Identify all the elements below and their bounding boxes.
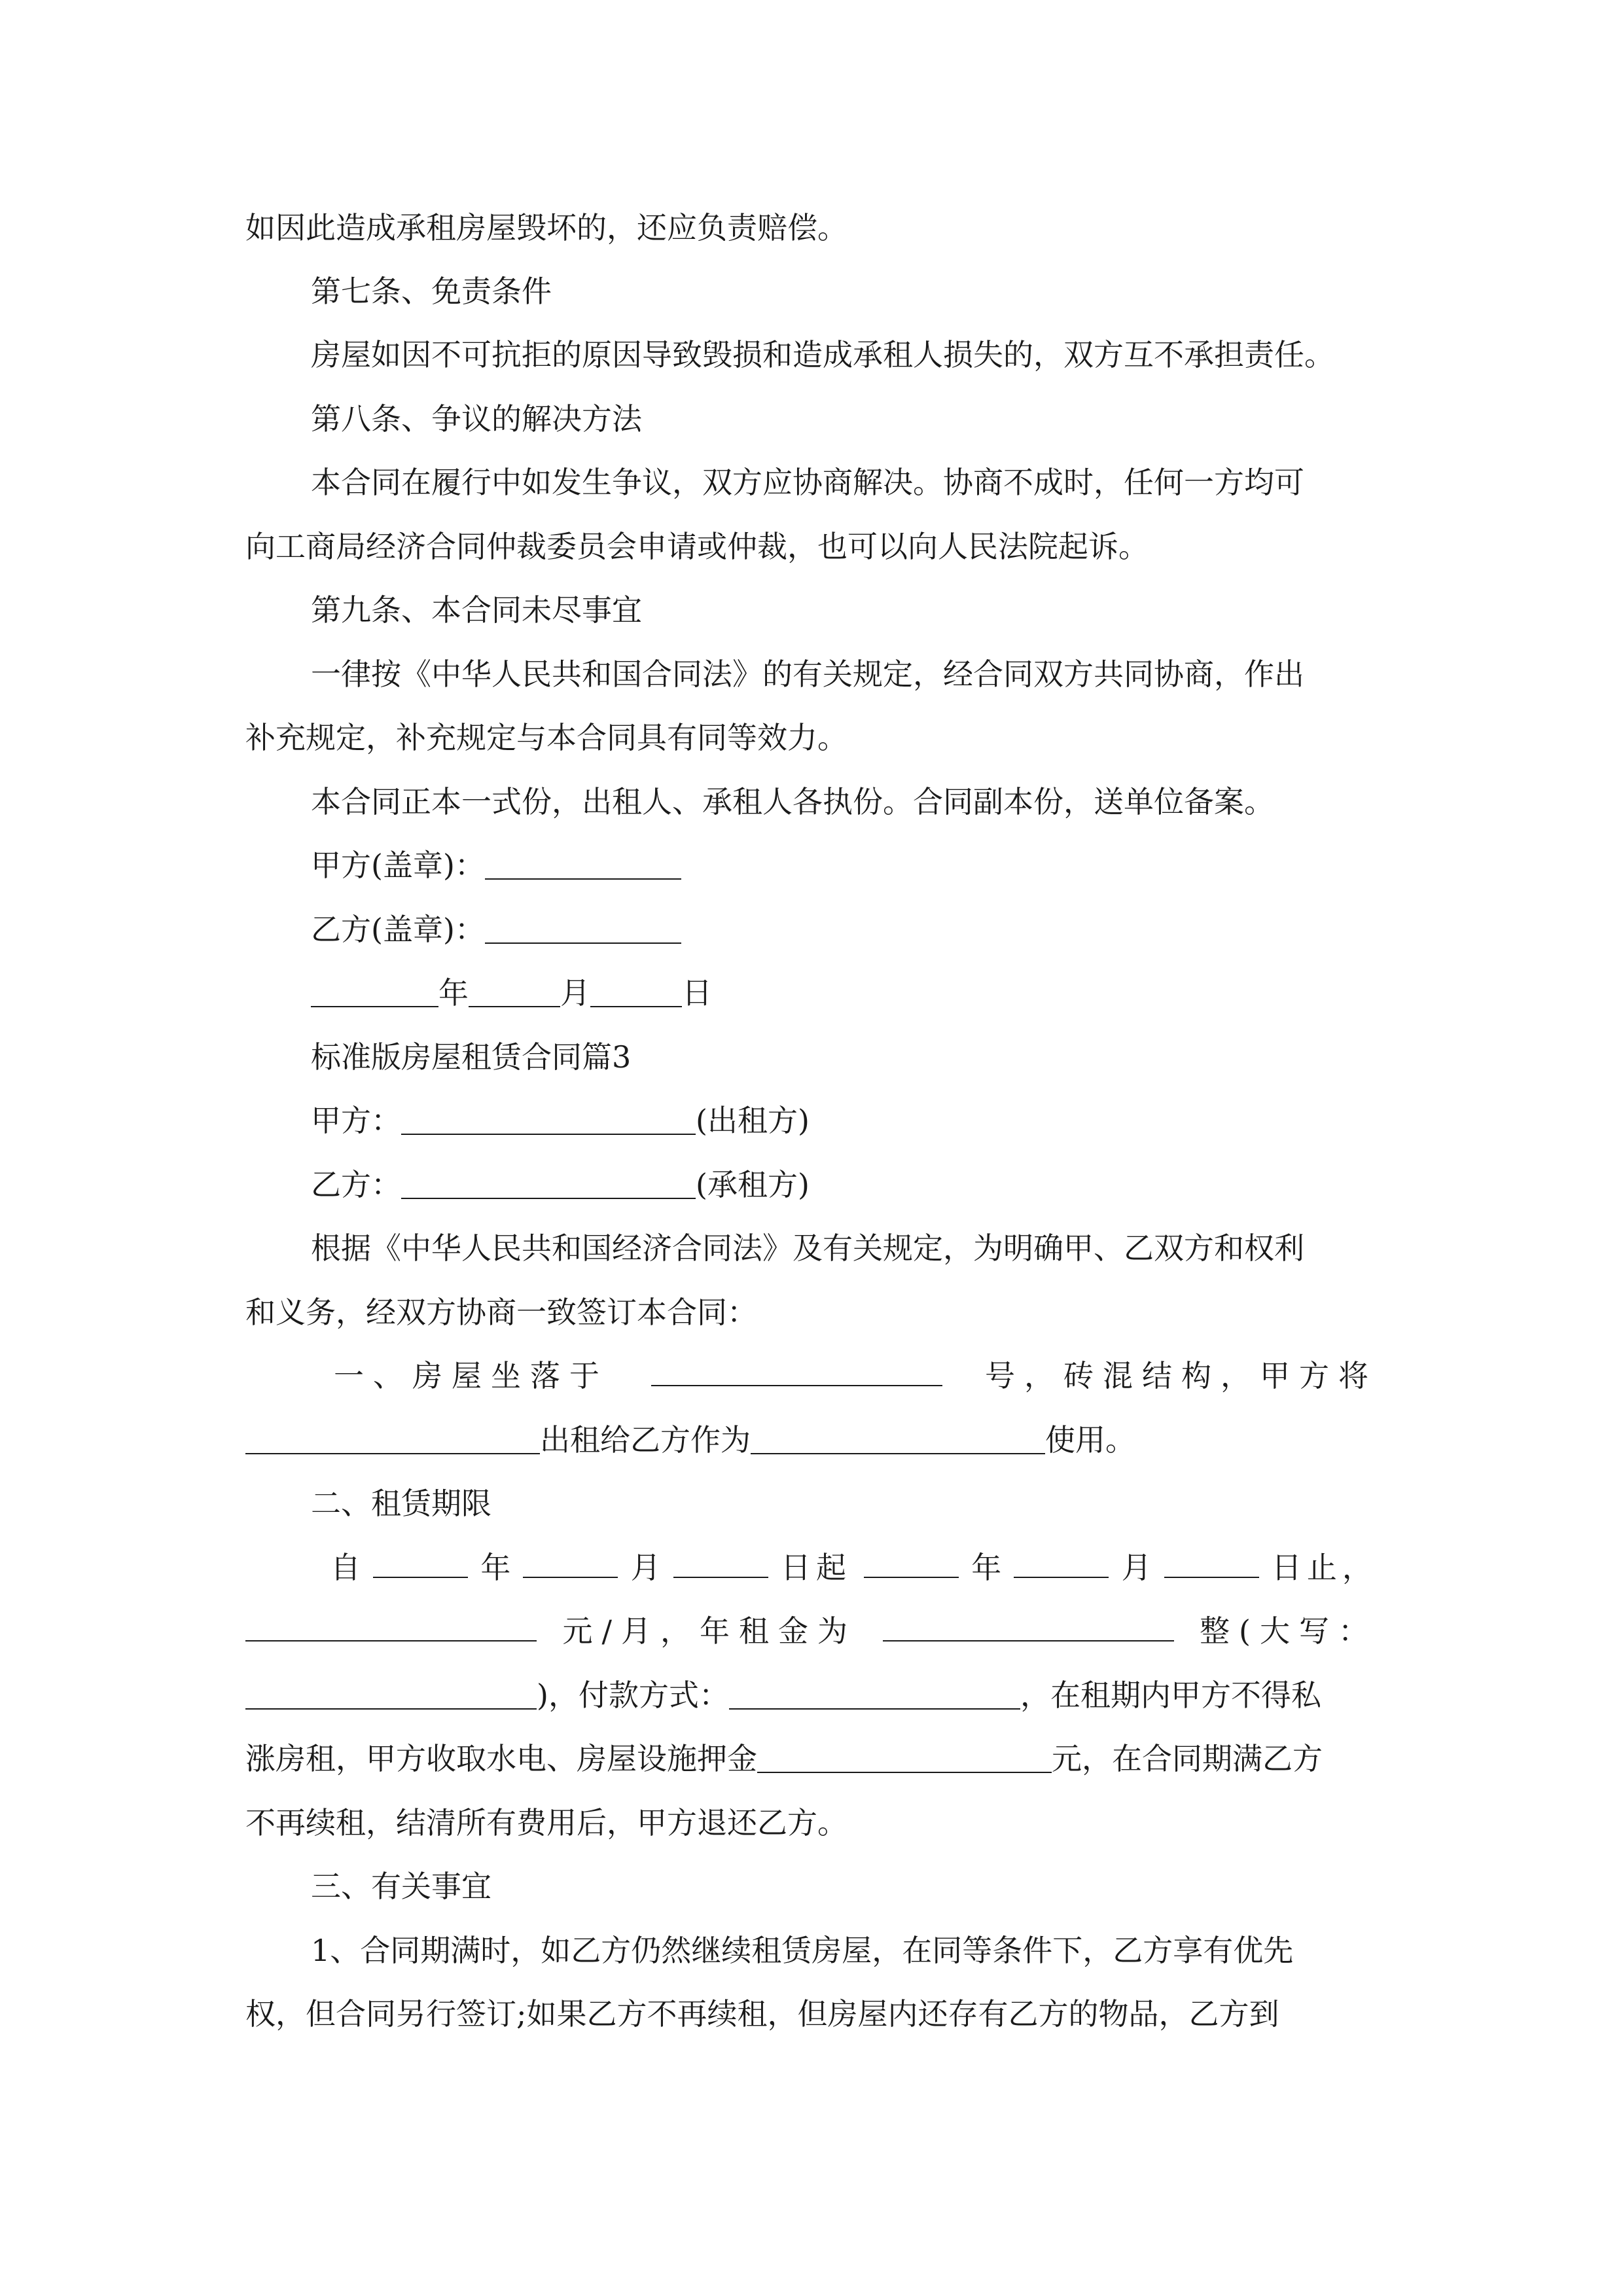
deposit-label: 涨房租，甲方收取水电、房屋设施押金 [245,1741,757,1776]
deposit-amount-blank [757,1743,1052,1773]
house-structure-text: 号，砖混结构，甲方将 [985,1358,1378,1393]
payment-method-line [245,1676,1378,1715]
house-location-line [334,1356,1378,1395]
text-line: 权，但合同另行签订;如果乙方不再续租，但房屋内还存有乙方的物品，乙方到 [245,1996,1279,2032]
text-line: 和义务，经双方协商一致签订本合同： [245,1295,757,1330]
rent-amount-line [245,1611,1378,1651]
payment-label: )，付款方式： [537,1677,729,1713]
text-line: 房屋如因不可抗拒的原因导致毁损和造成承租人损失的，双方互不承担责任。 [311,337,1334,372]
text-line: 本合同在履行中如发生争议，双方应协商解决。协商不成时，任何一方均可 [311,465,1304,500]
text-line: 不再续租，结清所有费用后，甲方退还乙方。 [245,1805,847,1840]
deposit-line [245,1739,1378,1778]
party-a-signature-line [311,846,1378,885]
start-month-blank [523,1548,618,1578]
uppercase-label: 整(大写： [1200,1613,1378,1649]
start-day-label: 日起 [780,1550,851,1585]
start-year-label: 年 [480,1550,511,1585]
day-blank [590,977,682,1007]
end-year-label: 年 [971,1550,1002,1585]
house-location-label: 一、房屋坐落于 [334,1358,609,1393]
text-line: 1、合同期满时，如乙方仍然继续租赁房屋，在同等条件下，乙方享有优先 [311,1933,1294,1968]
party-a-role: (出租方) [696,1103,810,1138]
date-line [311,973,1378,1013]
rent-label: 元/月，年租金为 [562,1613,857,1649]
article-heading: 第七条、免责条件 [311,274,552,309]
year-label: 年 [438,975,469,1011]
house-number-blank [651,1356,942,1386]
party-b-name-blank [401,1169,696,1199]
day-label: 日 [682,975,712,1011]
end-day-label: 日止， [1271,1550,1378,1585]
monthly-rent-blank [245,1611,537,1641]
start-day-blank [673,1548,768,1578]
section-title: 标准版房屋租赁合同篇3 [311,1039,632,1075]
usage-label: 出租给乙方作为 [540,1422,751,1458]
text-line: 本合同正本一式份，出租人、承租人各执份。合同副本份，送单位备案。 [311,784,1274,819]
end-month-blank [1014,1548,1109,1578]
article-heading: 第八条、争议的解决方法 [311,401,642,437]
party-b-line [311,1165,1378,1204]
usage-purpose-blank [751,1424,1045,1454]
party-b-role: (承租方) [696,1167,810,1202]
usage-line [245,1420,1378,1460]
text-line: 根据《中华人民共和国经济合同法》及有关规定，为明确甲、乙双方和权利 [311,1230,1304,1266]
party-b-seal-label: 乙方(盖章)： [311,912,485,947]
party-b-label: 乙方： [311,1167,401,1202]
rented-property-blank [245,1424,540,1454]
party-a-line [311,1101,1378,1140]
from-label: 自 [330,1550,361,1585]
text-line: 补充规定，补充规定与本合同具有同等效力。 [245,720,847,755]
party-a-label: 甲方： [311,1103,401,1138]
text-line: 一律按《中华人民共和国合同法》的有关规定，经合同双方共同协商，作出 [311,656,1304,692]
deposit-suffix: 元，在合同期满乙方 [1052,1741,1323,1776]
end-year-blank [864,1548,959,1578]
start-year-blank [373,1548,468,1578]
section-heading: 二、租赁期限 [311,1486,491,1521]
end-day-blank [1164,1548,1259,1578]
start-month-label: 月 [630,1550,661,1585]
payment-method-blank [729,1679,1020,1710]
party-a-seal-blank [485,850,681,880]
text-line: 向工商局经济合同仲裁委员会申请或仲裁，也可以向人民法院起诉。 [245,529,1149,564]
text-line: 如因此造成承租房屋毁坏的，还应负责赔偿。 [245,210,847,245]
usage-suffix: 使用。 [1045,1422,1135,1458]
section-heading: 三、有关事宜 [311,1869,491,1904]
lease-period-line [330,1548,1378,1587]
party-b-seal-blank [485,914,681,944]
uppercase-amount-blank [245,1679,537,1710]
party-a-seal-label: 甲方(盖章)： [311,848,485,883]
party-b-signature-line [311,910,1378,949]
year-blank [311,977,438,1007]
payment-suffix: ，在租期内甲方不得私 [1020,1677,1321,1713]
party-a-name-blank [401,1105,696,1135]
end-month-label: 月 [1121,1550,1152,1585]
annual-rent-blank [883,1611,1174,1641]
article-heading: 第九条、本合同未尽事宜 [311,592,642,628]
month-label: 月 [560,975,590,1011]
month-blank [469,977,560,1007]
